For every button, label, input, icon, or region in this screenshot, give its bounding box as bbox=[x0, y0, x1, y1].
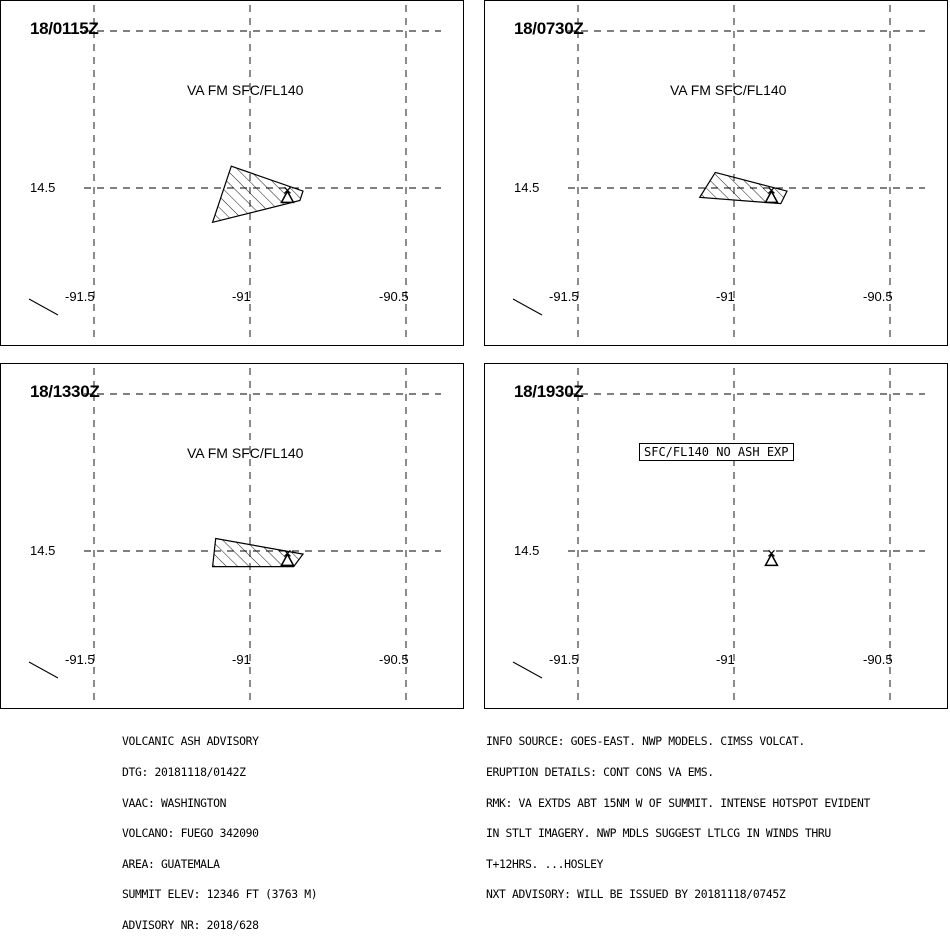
coastline bbox=[513, 662, 542, 678]
panel-time: 18/0115Z bbox=[30, 19, 99, 38]
advisory-line: ADVISORY NR: 2018/628 bbox=[122, 917, 259, 932]
coastline bbox=[513, 299, 542, 315]
advisory-line: IN STLT IMAGERY. NWP MDLS SUGGEST LTLCG IN WINDS THRU bbox=[486, 826, 831, 841]
map-panel-3 bbox=[0, 363, 464, 709]
va-label: VA FM SFC/FL140 bbox=[670, 82, 787, 98]
advisory-line: VAAC: WASHINGTON bbox=[122, 795, 227, 810]
panel-time: 18/1930Z bbox=[514, 382, 584, 401]
lat-label: 14.5 bbox=[514, 543, 540, 558]
map-panel-2 bbox=[484, 0, 948, 346]
advisory-line: DTG: 20181118/0142Z bbox=[122, 765, 246, 779]
lon-label-center: -91 bbox=[232, 652, 251, 667]
lon-label-east: -90.5 bbox=[863, 652, 893, 667]
advisory-header-block bbox=[122, 716, 317, 940]
advisory-line: ERUPTION DETAILS: CONT CONS VA EMS. bbox=[486, 765, 714, 779]
advisory-line: AREA: GUATEMALA bbox=[122, 856, 220, 871]
lon-label-center: -91 bbox=[232, 289, 251, 304]
lon-label-west: -91.5 bbox=[65, 652, 95, 667]
va-label: VA FM SFC/FL140 bbox=[187, 445, 304, 461]
lon-label-center: -91 bbox=[716, 289, 735, 304]
advisory-line: RMK: VA EXTDS ABT 15NM W OF SUMMIT. INTENSE HOTSPOT EVIDENT bbox=[486, 795, 870, 810]
lon-label-east: -90.5 bbox=[863, 289, 893, 304]
panel-time: 18/1330Z bbox=[30, 382, 100, 401]
advisory-line: SUMMIT ELEV: 12346 FT (3763 M) bbox=[122, 887, 318, 902]
lat-label: 14.5 bbox=[514, 180, 540, 195]
advisory-line: VOLCANIC ASH ADVISORY bbox=[122, 734, 259, 749]
map-panel-4 bbox=[484, 363, 948, 709]
lon-label-center: -91 bbox=[716, 652, 735, 667]
advisory-details-block bbox=[486, 716, 870, 910]
map-panel-1 bbox=[0, 0, 464, 346]
advisory-line: INFO SOURCE: GOES-EAST. NWP MODELS. CIMSS VOLCAT. bbox=[486, 734, 805, 749]
lat-label: 14.5 bbox=[30, 180, 56, 195]
lon-label-east: -90.5 bbox=[379, 289, 409, 304]
advisory-line: NXT ADVISORY: WILL BE ISSUED BY 20181118/0745Z bbox=[486, 887, 786, 902]
advisory-line: VOLCANO: FUEGO 342090 bbox=[122, 826, 259, 841]
lon-label-west: -91.5 bbox=[65, 289, 95, 304]
no-ash-label: SFC/FL140 NO ASH EXP bbox=[639, 443, 794, 461]
panel-time: 18/0730Z bbox=[514, 19, 584, 38]
lon-label-east: -90.5 bbox=[379, 652, 409, 667]
lon-label-west: -91.5 bbox=[549, 652, 579, 667]
advisory-line: T+12HRS. ...HOSLEY bbox=[486, 856, 604, 871]
lat-label: 14.5 bbox=[30, 543, 56, 558]
volcano-icon bbox=[765, 554, 777, 565]
coastline bbox=[29, 662, 58, 678]
lon-label-west: -91.5 bbox=[549, 289, 579, 304]
va-label: VA FM SFC/FL140 bbox=[187, 82, 304, 98]
coastline bbox=[29, 299, 58, 315]
